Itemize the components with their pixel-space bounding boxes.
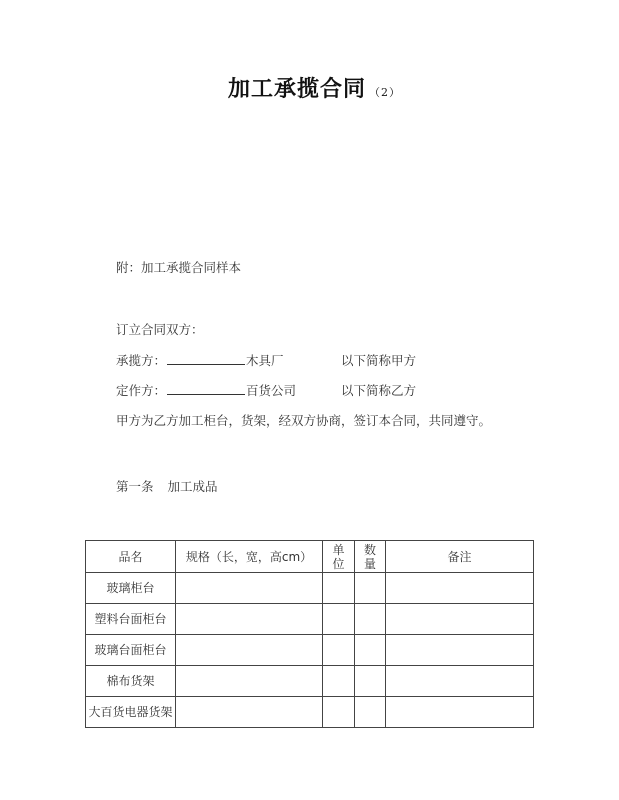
cell-note[interactable] [386,666,534,697]
header-note: 备注 [386,541,534,573]
appendix-line: 附：加工承揽合同样本 [116,260,242,275]
party-a-blank [167,352,245,365]
article-number: 第一条 [116,479,154,494]
cell-name: 玻璃台面柜台 [86,635,176,666]
cell-note[interactable] [386,604,534,635]
products-table [85,540,534,728]
cell-name: 塑料台面柜台 [86,604,176,635]
cell-name: 玻璃柜台 [86,573,176,604]
party-a-label: 承揽方： [116,353,167,368]
header-unit: 单位 [323,541,355,573]
header-name: 品名 [86,541,176,573]
cell-spec[interactable] [176,666,323,697]
cell-note[interactable] [386,573,534,604]
cell-unit[interactable] [323,666,355,697]
party-b-name: 百货公司 [246,383,297,398]
document-title [228,72,401,103]
party-a-line [116,351,284,369]
cell-spec[interactable] [176,697,323,728]
table-row [86,666,534,697]
cell-spec[interactable] [176,573,323,604]
title-suffix: （2） [369,86,402,99]
cell-unit[interactable] [323,573,355,604]
cell-name: 棉布货架 [86,666,176,697]
cell-unit[interactable] [323,697,355,728]
cell-note[interactable] [386,697,534,728]
cell-qty[interactable] [355,697,386,728]
party-a-alias: 以下简称甲方 [341,353,417,368]
cell-spec[interactable] [176,604,323,635]
article-title: 加工成品 [167,479,218,494]
cell-qty[interactable] [355,573,386,604]
cell-spec[interactable] [176,635,323,666]
header-qty: 数量 [355,541,386,573]
party-b-label: 定作方： [116,383,167,398]
title-text: 加工承揽合同 [228,76,367,102]
cell-unit[interactable] [323,604,355,635]
party-b-line [116,381,296,399]
party-a-name: 木具厂 [246,353,284,368]
cell-note[interactable] [386,635,534,666]
table-row [86,697,534,728]
header-spec: 规格（长，宽，高cm） [176,541,323,573]
cell-name: 大百货电器货架 [86,697,176,728]
cell-unit[interactable] [323,635,355,666]
party-b-alias: 以下简称乙方 [341,383,417,398]
party-b-blank [167,382,245,395]
table-row [86,635,534,666]
preamble: 甲方为乙方加工柜台，货架，经双方协商，签订本合同，共同遵守。 [116,413,492,428]
cell-qty[interactable] [355,635,386,666]
parties-heading: 订立合同双方： [116,322,204,337]
table-row [86,604,534,635]
table-header-row [86,541,534,573]
article-1-heading [116,477,218,495]
table-row [86,573,534,604]
cell-qty[interactable] [355,604,386,635]
cell-qty[interactable] [355,666,386,697]
